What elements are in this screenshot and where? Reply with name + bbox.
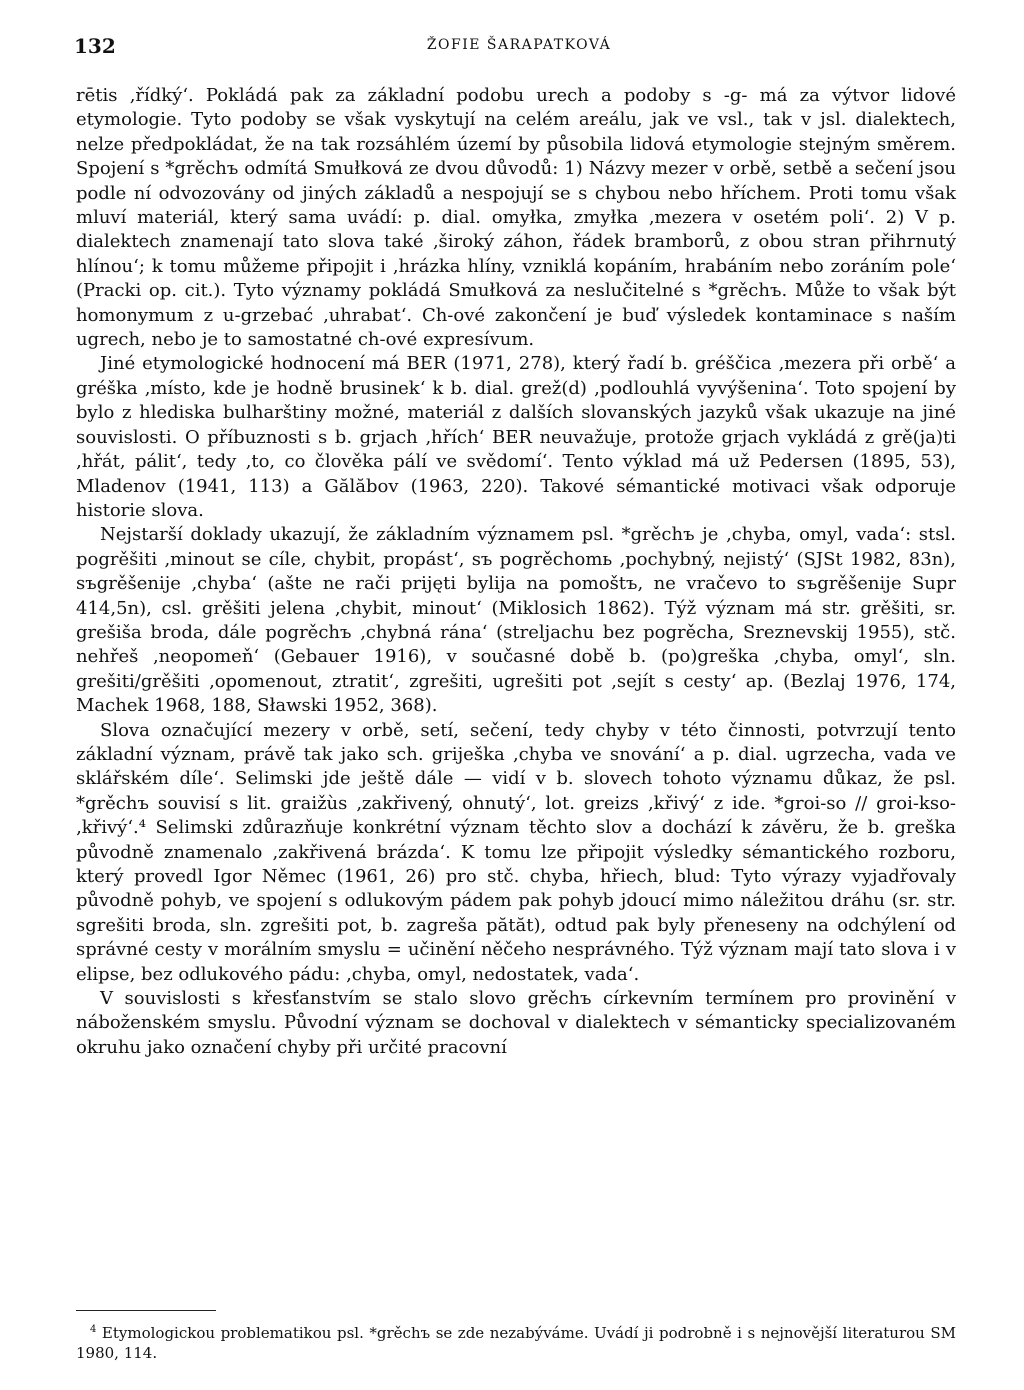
paragraph: rētis ‚řídký‘. Pokládá pak za základní podobu urech a podoby s -g- má za výtvor lidové etymologie. Tyto podoby se však vyskytují na celém areálu, jak ve vsl., tak v jsl. dialektech, nelze předpokládat, že na tak rozsáhlém území by působila lidová etymologie stejným směrem. Spojení s *grěchъ odmítá Smułková ze dvou důvodů: 1) Názvy mezer v orbě, setbě a sečení jsou podle ní odvozovány od jiných základů a nespojují se s chybou nebo hříchem. Proti tomu však mluví materiál, který sama uvádí: p. dial. omyłka, zmyłka ‚mezera v osetém poli‘. 2) V p. dialektech znamenají tato slova také ‚široký záhon, řádek bramborů, z obou stran přihrnutý hlínou‘; k tomu můžeme připojit i ‚hrázka hlíny, vzniklá kopáním, hrabáním nebo zoráním pole‘ (Pracki op. cit.). Tyto významy pokládá Smułková za neslučitelné s *grěchъ. Může to však být homonymum z u-grzebać ‚uhrabat‘. Ch-ové zakončení je buď výsledek kontaminace s naším ugrech, nebo je to samostatné ch-ové expresívum. bbox=[76, 85, 956, 351]
running-head: ŽOFIE ŠARAPATKOVÁ bbox=[426, 37, 612, 53]
paragraph: Slova označující mezery v orbě, setí, sečení, tedy chyby v této činnosti, potvrzují tento základní význam, právě tak jako sch. griješka ‚chyba ve snování‘ a p. dial. ugrzecha, vada ve sklářském díle‘. Selimski jde ještě dále — vidí v b. slovech tohoto významu důkaz, že psl. *grěchъ souvisí s lit. graižùs ‚zakřivený, ohnutý‘, lot. greizs ‚křivý‘ z ide. *groi-so // groi-kso- ‚křivý‘.⁴ Selimski zdůrazňuje konkrétní význam těchto slov a dochází k závěru, že b. greška původně znamenalo ‚zakřivená brázda‘. K tomu lze připojit výsledky sémantického rozboru, který provedl Igor Němec (1961, 26) pro stč. chyba, hřiech, blud: Tyto výrazy vyjadřovaly původně pohyb, ve spojení s odlukovým pádem pak pohyb jdoucí mimo náležitou dráhu (sr. str. sgrešiti broda, sln. zgrešiti pot, b. zagreša pătăt), odtud pak byly přeneseny na odchýlení od správné cesty v morálním smyslu = učinění něčeho nesprávného. Týž význam mají tato slova i v elipse, bez odlukového pádu: ‚chyba, omyl, nedostatek, vada‘. bbox=[76, 719, 956, 985]
footnote bbox=[76, 1320, 956, 1363]
body-text bbox=[76, 84, 956, 1060]
footnote-divider bbox=[76, 1310, 216, 1311]
page-header bbox=[74, 34, 964, 64]
footnote-text: Etymologickou problematikou psl. *grěchъ se zde nezabýváme. Uvádí ji podrobně i s nejnovější literaturou SM 1980, 114. bbox=[76, 1324, 956, 1362]
footnote-marker: 4 bbox=[90, 1324, 97, 1335]
paragraph: Jiné etymologické hodnocení má BER (1971, 278), který řadí b. gréščica ‚mezera při orbě‘ a gréška ‚místo, kde je hodně brusinek‘ k b. dial. grež(d) ‚podlouhlá vyvýšenina‘. Toto spojení by bylo z hlediska bulharštiny možné, materiál z dalších slovanských jazyků však ukazuje na jiné souvislosti. O příbuznosti s b. grjach ‚hřích‘ BER neuvažuje, protože grjach vykládá z grě(ja)ti ‚hřát, pálit‘, tedy ‚to, co člověka pálí ve svědomí‘. Tento výklad má už Pedersen (1895, 53), Mladenov (1941, 113) a Gălăbov (1963, 220). Takové sémantické motivaci však odporuje historie slova. bbox=[76, 353, 956, 521]
paragraph: V souvislosti s křesťanstvím se stalo slovo grěchъ církevním termínem pro provinění v náboženském smyslu. Původní význam se dochoval v dialektech v sémanticky specializovaném okruhu jako označení chyby při určité pracovní bbox=[76, 988, 956, 1058]
paragraph: Nejstarší doklady ukazují, že základním významem psl. *grěchъ je ‚chyba, omyl, vada‘: stsl. pogrěšiti ‚minout se cíle, chybit, propást‘, sъ pogrěchomь ‚pochybný, nejistý‘ (SJSt 1982, 83n), sъgrěšenije ‚chyba‘ (ašte ne rači prijęti bylija na pomoštъ, ne vračevo to sъgrěšenije Supr 414,5n), csl. grěšiti jelena ‚chybit, minout‘ (Miklosich 1862). Týž význam má str. grěšiti, sr. grešiša broda, dále pogrěchъ ‚chybná rána‘ (streljachu bez pogrěcha, Sreznevskij 1955), stč. nehřeš ‚neopomeň‘ (Gebauer 1916), v současné době b. (po)greška ‚chyba, omyl‘, sln. grešiti/grěšiti ‚opomenout, ztratit‘, zgrešiti, ugrešiti pot ‚sejít s cesty‘ ap. (Bezlaj 1976, 174, Machek 1968, 188, Sławski 1952, 368). bbox=[76, 524, 956, 717]
page-number: 132 bbox=[74, 34, 116, 58]
